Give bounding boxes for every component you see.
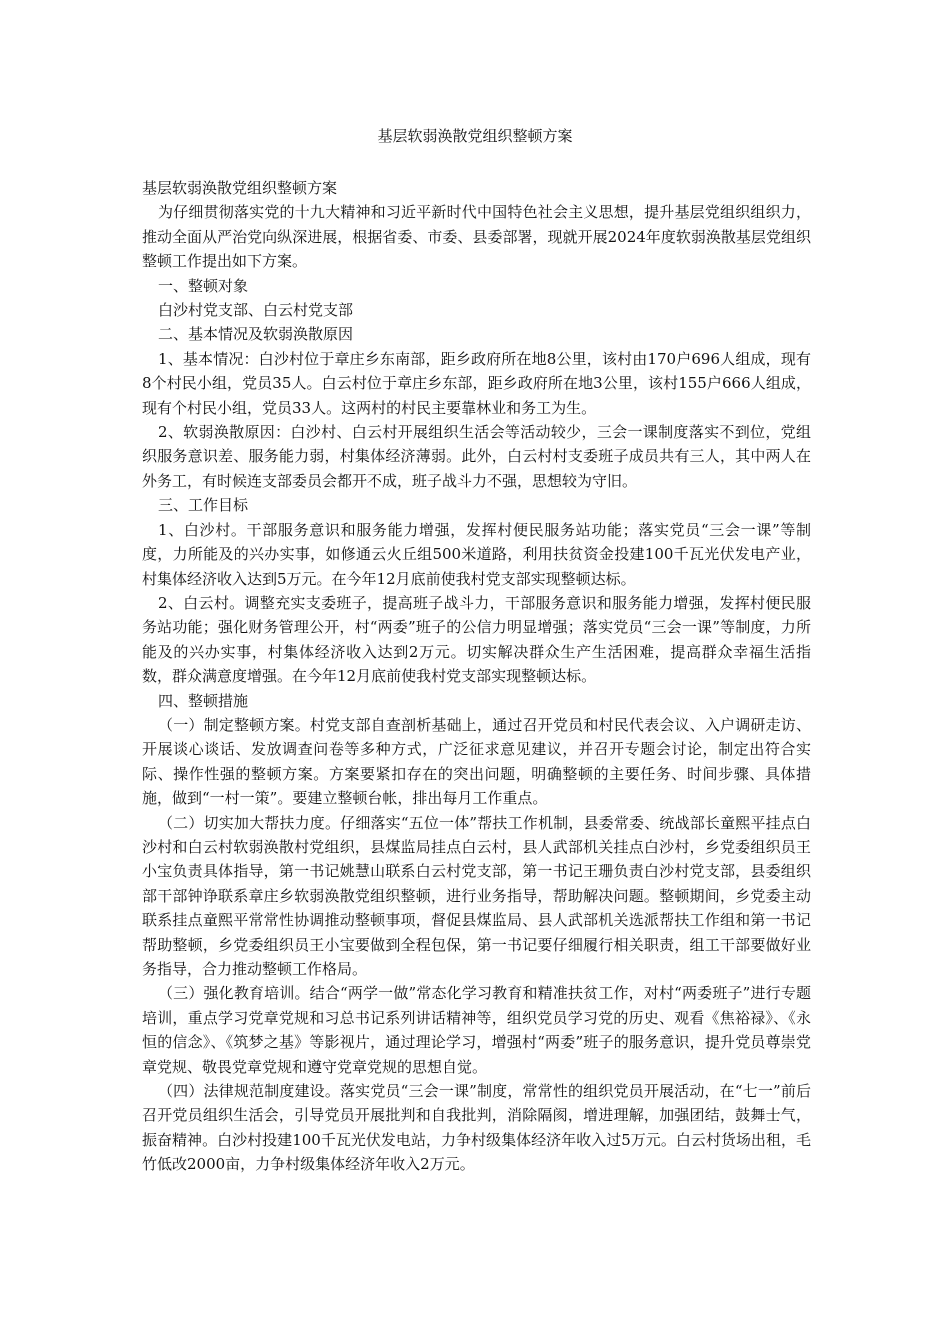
paragraph-measure-3: （三）强化教育培训。结合“两学一做”常态化学习教育和精准扶贫工作，对村“两委班子”进行专题培训，重点学习党章党规和习总书记系列讲话精神等，组织党员学习党的历史、观看《焦裕禄》、《永恒的信念》、《筑梦之基》等影视片，通过理论学习，增强村“两委”班子的服务意识，提升党员尊崇党章党规、敬畏党章党规和遵守党章党规的思想自觉。 — [142, 984, 811, 1076]
paragraph-weakness-causes: 2、软弱涣散原因：白沙村、白云村开展组织生活会等活动较少，三会一课制度落实不到位，党组织服务意识差、服务能力弱，村集体经济薄弱。此外，白云村村支委班子成员共有三人，其中两人在外务工，有时候连支部委员会都开不成，班子战斗力不强，思想较为守旧。 — [142, 423, 811, 490]
paragraph-measure-1: （一）制定整顿方案。村党支部自查剖析基础上，通过召开党员和村民代表会议、入户调研走访、开展谈心谈话、发放调查问卷等多种方式，广泛征求意见建议，并召开专题会讨论，制定出符合实际、操作性强的整顿方案。方案要紧扣存在的突出问题，明确整顿的主要任务、时间步骤、具体措施，做到“一村一策”。要建立整顿台帐，排出每月工作重点。 — [142, 715, 811, 808]
paragraph-intro: 为仔细贯彻落实党的十九大精神和习近平新时代中国特色社会主义思想，提升基层党组织组织力，推动全面从严治党向纵深进展，根据省委、市委、县委部署，现就开展2024年度软弱涣散基层党组织整顿工作提出如下方案。 — [142, 203, 811, 271]
paragraph-goal-baisha: 1、白沙村。干部服务意识和服务能力增强，发挥村便民服务站功能；落实党员“三会一课”等制度，力所能及的兴办实事，如修通云火丘组500米道路，利用扶贫资金投建100千瓦光伏发电产业，村集体经济收入达到5万元。在今年12月底前使我村党支部实现整顿达标。 — [142, 520, 811, 588]
section-heading-situation: 二、基本情况及软弱涣散原因 — [158, 325, 354, 344]
section-heading-measures: 四、整顿措施 — [158, 691, 249, 710]
section-heading-targets: 一、整顿对象 — [158, 276, 249, 295]
paragraph-targets: 白沙村党支部、白云村党支部 — [158, 301, 354, 320]
paragraph-measure-4: （四）法律规范制度建设。落实党员“三会一课”制度，常常性的组织党员开展活动，在“七一”前后召开党员组织生活会，引导党员开展批判和自我批判，消除隔阂，增进理解，加强团结，鼓舞士气，振奋精神。白沙村投建100千瓦光伏发电站，力争村级集体经济年收入过5万元。白云村货场出租，毛竹低改2000亩，力争村级集体经济年收入2万元。 — [142, 1082, 811, 1174]
section-heading-goals: 三、工作目标 — [158, 496, 249, 515]
document-subtitle: 基层软弱涣散党组织整顿方案 — [142, 179, 338, 197]
paragraph-basic-situation: 1、基本情况：白沙村位于章庄乡东南部，距乡政府所在地8公里，该村由170户696人组成，现有8个村民小组，党员35人。白云村位于章庄乡东部，距乡政府所在地3公里，该村155户666人组成，现有个村民小组，党员33人。这两村的村民主要靠林业和务工为生。 — [142, 349, 811, 417]
page-title: 基层软弱涣散党组织整顿方案 — [377, 127, 573, 145]
document-body — [142, 176, 811, 1177]
paragraph-goal-baiyun: 2、白云村。调整充实支委班子，提高班子战斗力，干部服务意识和服务能力增强，发挥村便民服务站功能；强化财务管理公开，村“两委”班子的公信力明显增强；落实党员“三会一课”等制度，力所能及的兴办实事，村集体经济收入达到2万元。切实解决群众生产生活困难，提高群众幸福生活指数，群众满意度增强。在今年12月底前使我村党支部实现整顿达标。 — [142, 593, 811, 686]
paragraph-measure-2: （二）切实加大帮扶力度。仔细落实“五位一体”帮扶工作机制，县委常委、统战部长童熙平挂点白沙村和白云村软弱涣散村党组织，县煤监局挂点白云村，县人武部机关挂点白沙村，乡党委组织员王小宝负责具体指导，第一书记姚慧山联系白云村党支部，第一书记王珊负责白沙村党支部，县委组织部干部钟诤联系章庄乡软弱涣散党组织整顿，进行业务指导，帮助解决问题。整顿期间，乡党委主动联系挂点童熙平常常性协调推动整顿事项，督促县煤监局、县人武部机关选派帮扶工作组和第一书记帮助整顿，乡党委组织员王小宝要做到全程包保，第一书记要仔细履行相关职责，组工干部要做好业务指导，合力推动整顿工作格局。 — [142, 813, 811, 978]
